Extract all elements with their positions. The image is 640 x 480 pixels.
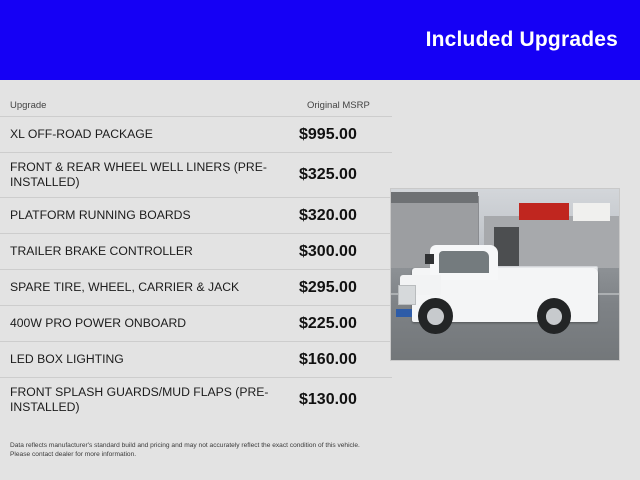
upgrade-name: FRONT & REAR WHEEL WELL LINERS (PRE-INSTALLED) [10,160,267,189]
upgrade-name: TRAILER BRAKE CONTROLLER [10,244,193,258]
page-title: Included Upgrades [425,28,618,51]
page-header [0,0,640,80]
photo-red-sign [519,203,569,220]
upgrade-name: FRONT SPLASH GUARDS/MUD FLAPS (PRE-INSTALLED) [10,385,269,414]
upgrade-name: LED BOX LIGHTING [10,352,124,366]
table-row [0,233,392,269]
truck-mirror [425,254,434,264]
wheel-hub [427,308,443,325]
wheel-hub [546,308,562,325]
disclaimer-line-1: Data reflects manufacturer's standard build and pricing and may not accurately reflect the exact condition of this vehicle. [10,442,360,449]
column-header-upgrade: Upgrade [10,100,47,111]
truck-front-wheel [418,298,452,334]
table-row [0,197,392,233]
truck-window [439,251,489,273]
upgrade-price: $325.00 [299,166,357,183]
upgrade-name: SPARE TIRE, WHEEL, CARRIER & JACK [10,280,240,294]
upgrade-price: $295.00 [299,278,357,296]
truck-grille [398,285,416,306]
table-row [0,341,392,377]
upgrade-price: $130.00 [299,391,357,408]
photo-white-sign [573,203,609,222]
upgrade-name: PLATFORM RUNNING BOARDS [10,208,191,222]
upgrade-price: $160.00 [299,350,357,368]
upgrade-price: $300.00 [299,242,357,260]
disclaimer [10,441,380,459]
upgrade-name: XL OFF-ROAD PACKAGE [10,127,153,141]
truck-license-plate [396,309,412,318]
table-row [0,152,392,197]
table-row [0,377,392,422]
table-row [0,116,392,152]
upgrade-price: $320.00 [299,206,357,224]
upgrades-table [0,116,392,422]
column-header-msrp: Original MSRP [307,100,370,111]
disclaimer-line-2: Please contact dealer for more information. [10,451,137,458]
vehicle-photo [390,188,620,361]
table-row [0,305,392,341]
table-row [0,269,392,305]
column-headers [0,88,640,116]
upgrade-price: $225.00 [299,314,357,332]
upgrade-price: $995.00 [299,125,357,143]
upgrade-name: 400W PRO POWER ONBOARD [10,316,187,330]
photo-building-roof [391,192,478,202]
